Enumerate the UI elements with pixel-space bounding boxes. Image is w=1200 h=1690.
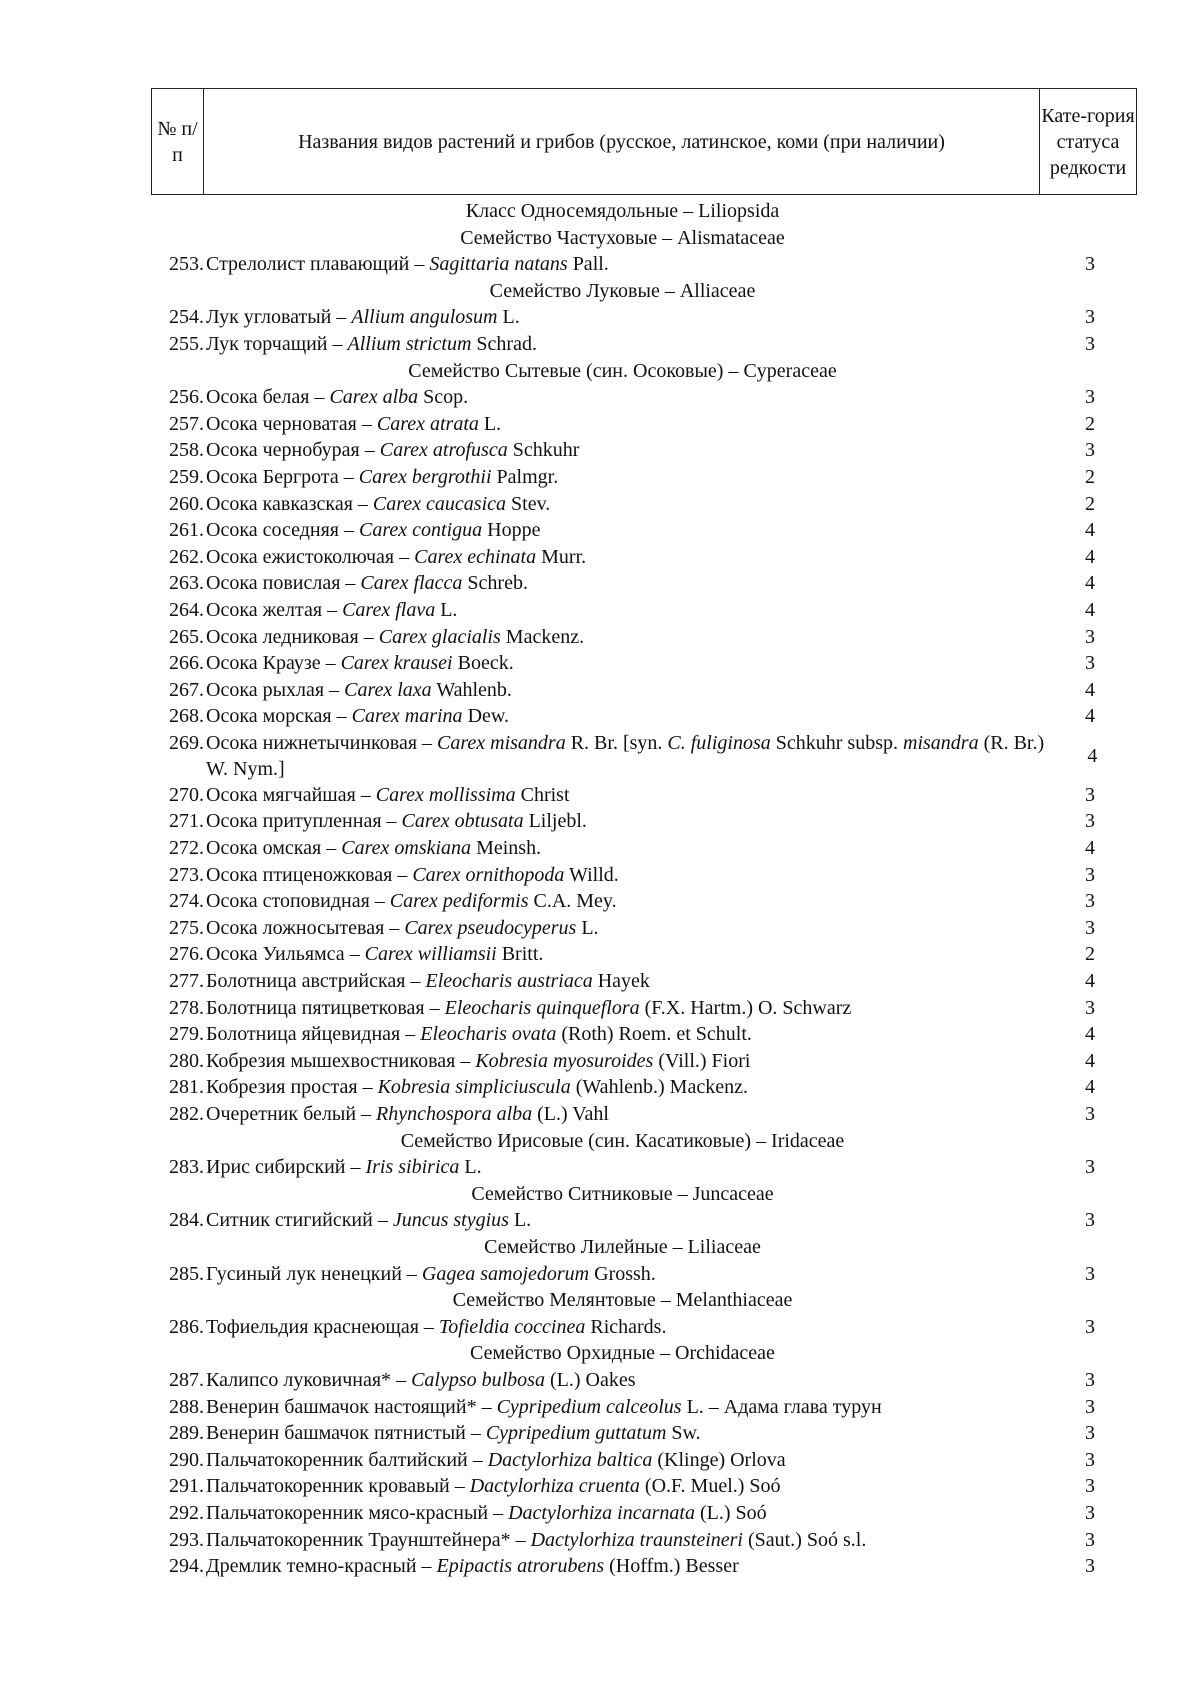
category-value: 3 bbox=[1085, 1262, 1095, 1285]
russian-name: Осока повислая – bbox=[206, 572, 361, 595]
russian-name: Осока ложносытевая – bbox=[206, 916, 405, 939]
category-value: 3 bbox=[1085, 1448, 1095, 1471]
table-row bbox=[156, 1314, 1136, 1341]
russian-name: Калипсо луковичная* – bbox=[206, 1368, 412, 1391]
row-number: 287. bbox=[169, 1368, 204, 1391]
table-row bbox=[156, 1500, 1136, 1527]
table-row bbox=[156, 1101, 1136, 1128]
table-row bbox=[156, 1367, 1136, 1394]
russian-name: Осока птиценожковая – bbox=[206, 863, 413, 886]
latin-name: Tofieldia coccinea bbox=[438, 1315, 586, 1338]
row-number: 255. bbox=[169, 332, 204, 355]
row-number: 281. bbox=[169, 1076, 204, 1099]
russian-name: Осока Краузе – bbox=[206, 652, 341, 675]
russian-name: Осока Уильямса – bbox=[206, 943, 365, 966]
category-value: 4 bbox=[1087, 744, 1098, 767]
russian-name: Дремлик темно-красный – bbox=[206, 1555, 437, 1578]
author: C.A. Mey. bbox=[528, 890, 617, 913]
table-row bbox=[156, 862, 1136, 889]
category-value: 3 bbox=[1085, 1501, 1095, 1524]
author: Richards. bbox=[585, 1315, 667, 1338]
author: Schrad. bbox=[471, 332, 537, 355]
russian-name: Венерин башмачок настоящий* – bbox=[206, 1395, 497, 1418]
table-row bbox=[156, 304, 1136, 331]
latin-name: Carex alba bbox=[329, 386, 419, 409]
latin-name: Dactylorhiza incarnata bbox=[508, 1501, 695, 1524]
category-value: 3 bbox=[1085, 1315, 1095, 1338]
row-number: 254. bbox=[169, 306, 204, 329]
row-number: 259. bbox=[169, 465, 204, 488]
header-number-column: № п/п bbox=[152, 89, 204, 194]
row-number: 270. bbox=[169, 783, 204, 806]
table-row bbox=[156, 1394, 1136, 1421]
row-number: 290. bbox=[169, 1448, 204, 1471]
author: L. bbox=[576, 916, 599, 939]
latin-name: Sagittaria natans bbox=[429, 253, 568, 276]
table-row bbox=[156, 650, 1136, 677]
latin-name: Epipactis atrorubens bbox=[436, 1555, 605, 1578]
row-number: 282. bbox=[169, 1103, 204, 1125]
table-row bbox=[156, 915, 1136, 942]
latin-name: Cypripedium calceolus bbox=[496, 1395, 682, 1418]
row-number: 278. bbox=[169, 996, 204, 1019]
row-number: 267. bbox=[169, 678, 204, 701]
species-list bbox=[156, 198, 1136, 1580]
category-value: 4 bbox=[1085, 678, 1095, 701]
latin-name: Carex pseudocyperus bbox=[404, 916, 577, 939]
class-heading: Класс Односемядольные – Liliopsida bbox=[465, 200, 780, 222]
latin-name: Dactylorhiza baltica bbox=[487, 1448, 653, 1471]
category-value: 2 bbox=[1085, 465, 1095, 488]
table-row bbox=[156, 411, 1136, 438]
category-value: 4 bbox=[1085, 1076, 1095, 1099]
table-row bbox=[156, 808, 1136, 835]
latin-name: Dactylorhiza cruenta bbox=[469, 1475, 640, 1498]
table-row bbox=[156, 941, 1136, 968]
table-row bbox=[156, 1473, 1136, 1500]
author: (F.X. Hartm.) O. Schwarz bbox=[639, 996, 852, 1019]
author: Grossh. bbox=[589, 1262, 656, 1285]
author: Murr. bbox=[536, 545, 587, 568]
table-row bbox=[156, 1048, 1136, 1075]
author: (Vill.) Fiori bbox=[653, 1049, 751, 1072]
russian-name: Пальчатокоренник кровавый – bbox=[206, 1475, 470, 1498]
latin-name: Allium angulosum bbox=[351, 306, 498, 329]
category-value: 3 bbox=[1085, 916, 1095, 939]
table-row bbox=[156, 1553, 1136, 1580]
latin-name: Juncus stygius bbox=[392, 1209, 509, 1232]
russian-name: Болотница яйцевидная – bbox=[206, 1023, 421, 1046]
table-row bbox=[156, 730, 1136, 782]
russian-name: Лук торчащий – bbox=[206, 332, 348, 355]
russian-name: Кобрезия мышехвостниковая – bbox=[206, 1049, 476, 1072]
latin-name: Kobresia myosuroides bbox=[475, 1049, 654, 1072]
latin-name: Carex bergrothii bbox=[358, 465, 492, 488]
russian-name: Осока белая – bbox=[206, 386, 330, 409]
row-number: 258. bbox=[169, 439, 204, 462]
russian-name: Осока морская – bbox=[206, 705, 352, 728]
table-row bbox=[156, 464, 1136, 491]
row-number: 272. bbox=[169, 837, 204, 860]
family-heading: Семейство Мелянтовые – Melanthiaceae bbox=[452, 1289, 793, 1312]
russian-name: Ирис сибирский – bbox=[206, 1156, 366, 1179]
latin-name: Iris sibirica bbox=[365, 1156, 460, 1179]
family-heading: Семейство Лилейные – Liliaceae bbox=[484, 1235, 761, 1258]
row-number: 279. bbox=[169, 1023, 204, 1046]
author: L. bbox=[435, 598, 458, 621]
row-number: 294. bbox=[169, 1555, 204, 1578]
author: (Klinge) Orlova bbox=[652, 1448, 786, 1471]
author: Pall. bbox=[567, 253, 609, 276]
row-number: 285. bbox=[169, 1262, 204, 1285]
row-number: 261. bbox=[169, 519, 204, 542]
russian-name: Очеретник белый – bbox=[206, 1103, 377, 1125]
author: (L.) Soó bbox=[694, 1501, 767, 1524]
row-number: 274. bbox=[169, 890, 204, 913]
russian-name: Осока ежистоколючая – bbox=[206, 545, 415, 568]
author: Mackenz. bbox=[500, 625, 585, 648]
family-heading: Семейство Сытевые (син. Осоковые) – Cyperaceae bbox=[408, 359, 837, 382]
table-row bbox=[156, 1447, 1136, 1474]
russian-name: Ситник стигийский – bbox=[206, 1209, 393, 1232]
russian-name: Пальчатокоренник мясо-красный – bbox=[206, 1501, 509, 1524]
category-value: 4 bbox=[1085, 837, 1095, 860]
latin-name: Carex flava bbox=[342, 598, 436, 621]
category-value: 4 bbox=[1085, 572, 1095, 595]
table-row bbox=[156, 437, 1136, 464]
synonym-latin-name: C. fuliginosa bbox=[667, 731, 771, 754]
row-number: 256. bbox=[169, 386, 204, 409]
author: L. bbox=[478, 412, 502, 435]
category-value: 3 bbox=[1085, 1555, 1095, 1578]
table-row bbox=[156, 1527, 1136, 1554]
russian-name: Стрелолист плавающий – bbox=[206, 253, 430, 276]
latin-name: Eleocharis austriaca bbox=[425, 970, 593, 993]
author: Boeck. bbox=[452, 652, 514, 675]
table-row bbox=[156, 1074, 1136, 1101]
author: Liljebl. bbox=[523, 810, 587, 833]
latin-name: Carex omskiana bbox=[341, 837, 472, 860]
latin-name: Kobresia simpliciuscula bbox=[377, 1076, 571, 1099]
russian-name: Венерин башмачок пятнистый – bbox=[206, 1422, 486, 1445]
table-row bbox=[156, 1207, 1136, 1234]
russian-name: Осока стоповидная – bbox=[206, 890, 390, 913]
row-number: 293. bbox=[169, 1528, 204, 1551]
latin-name: Eleocharis ovata bbox=[420, 1023, 557, 1046]
category-value: 3 bbox=[1085, 1368, 1095, 1391]
latin-name: Carex mollissima bbox=[375, 783, 516, 806]
row-number: 273. bbox=[169, 863, 204, 886]
category-value: 3 bbox=[1085, 996, 1095, 1019]
table-row bbox=[156, 570, 1136, 597]
family-heading: Семейство Луковые – Alliaceae bbox=[489, 279, 756, 302]
russian-name: Осока омская – bbox=[206, 837, 342, 860]
author: Meinsh. bbox=[471, 837, 542, 860]
author: Britt. bbox=[496, 943, 544, 966]
row-number: 277. bbox=[169, 970, 204, 993]
family-heading: Семейство Ирисовые (син. Касатиковые) – Iridaceae bbox=[400, 1129, 845, 1152]
latin-name: Rhynchospora alba bbox=[376, 1103, 533, 1125]
category-value: 3 bbox=[1085, 625, 1095, 648]
russian-name: Болотница австрийская – bbox=[206, 970, 426, 993]
table-row bbox=[156, 1154, 1136, 1181]
category-value: 4 bbox=[1085, 1023, 1095, 1046]
table-row bbox=[156, 1420, 1136, 1447]
row-number: 271. bbox=[169, 810, 204, 833]
category-value: 4 bbox=[1085, 545, 1095, 568]
table-row bbox=[156, 544, 1136, 571]
russian-name: Осока черноватая – bbox=[206, 412, 377, 435]
row-number: 284. bbox=[169, 1209, 204, 1232]
row-number: 262. bbox=[169, 545, 204, 568]
latin-name: Carex glacialis bbox=[378, 625, 501, 648]
latin-name: Carex pediformis bbox=[389, 890, 529, 913]
author: L. bbox=[508, 1209, 532, 1232]
author: Sw. bbox=[666, 1422, 701, 1445]
family-heading: Семейство Частуховые – Alismataceae bbox=[460, 226, 785, 249]
category-value: 3 bbox=[1085, 1528, 1095, 1551]
category-value: 4 bbox=[1085, 1049, 1095, 1072]
author: (O.F. Muel.) Soó bbox=[639, 1475, 781, 1498]
russian-name: Пальчатокоренник балтийский – bbox=[206, 1448, 488, 1471]
russian-name: Тофиельдия краснеющая – bbox=[206, 1315, 439, 1338]
category-value: 2 bbox=[1085, 412, 1095, 435]
category-value: 3 bbox=[1085, 332, 1095, 355]
author: (L.) Vahl bbox=[532, 1103, 609, 1125]
author: Dew. bbox=[462, 705, 510, 728]
category-value: 3 bbox=[1085, 1422, 1095, 1445]
row-number: 266. bbox=[169, 652, 204, 675]
table-row bbox=[156, 835, 1136, 862]
row-number: 275. bbox=[169, 916, 204, 939]
latin-name: Carex caucasica bbox=[372, 492, 507, 515]
row-number: 288. bbox=[169, 1395, 204, 1418]
synonym-author: Schkuhr subsp. bbox=[770, 731, 903, 754]
category-value: 3 bbox=[1085, 1395, 1095, 1418]
row-number: 291. bbox=[169, 1475, 204, 1498]
table-row bbox=[156, 677, 1136, 704]
author: Hayek bbox=[592, 970, 650, 993]
latin-name: Carex flacca bbox=[360, 572, 463, 595]
author: (L.) Oakes bbox=[544, 1368, 636, 1391]
russian-name: Осока чернобурая – bbox=[206, 439, 380, 462]
header-category-column: Кате-гория статуса редкости bbox=[1041, 104, 1135, 179]
russian-name: Пальчатокоренник Траунштейнера* – bbox=[206, 1528, 531, 1551]
russian-name: Осока притупленная – bbox=[206, 810, 402, 833]
author: L. bbox=[459, 1156, 482, 1179]
author: (Hoffm.) Besser bbox=[604, 1555, 739, 1578]
table-row bbox=[156, 1021, 1136, 1048]
author: L. – Адама глава турун bbox=[681, 1395, 882, 1418]
author: Palmgr. bbox=[491, 465, 559, 488]
russian-name: Гусиный лук ненецкий – bbox=[206, 1262, 422, 1285]
author: L. bbox=[497, 306, 520, 329]
author: Hoppe bbox=[482, 519, 541, 542]
row-number: 263. bbox=[169, 572, 204, 595]
russian-name: Осока нижнетычинковая – bbox=[206, 731, 438, 754]
category-value: 4 bbox=[1085, 519, 1095, 542]
category-value: 3 bbox=[1085, 863, 1095, 886]
author: Schkuhr bbox=[507, 439, 580, 462]
table-row bbox=[156, 888, 1136, 915]
latin-name: Calypso bulbosa bbox=[411, 1368, 545, 1391]
row-number: 289. bbox=[169, 1422, 204, 1445]
russian-name: Болотница пятицветковая – bbox=[206, 996, 445, 1019]
table-header bbox=[151, 88, 1137, 195]
row-number: 257. bbox=[169, 412, 204, 435]
latin-name: Cypripedium guttatum bbox=[485, 1422, 667, 1445]
row-number: 260. bbox=[169, 492, 204, 515]
author: Scop. bbox=[418, 386, 469, 409]
table-row bbox=[156, 995, 1136, 1022]
category-value: 4 bbox=[1085, 598, 1095, 621]
latin-name: Carex obtusata bbox=[401, 810, 524, 833]
row-number: 265. bbox=[169, 625, 204, 648]
row-number: 269. bbox=[169, 731, 204, 754]
category-value: 3 bbox=[1085, 783, 1095, 806]
russian-name: Осока Бергрота – bbox=[206, 465, 359, 488]
russian-name: Осока ледниковая – bbox=[206, 625, 379, 648]
header-names-column: Названия видов растений и грибов (русское, латинское, коми (при наличии) bbox=[204, 89, 1040, 194]
family-heading: Семейство Ситниковые – Juncaceae bbox=[471, 1182, 774, 1205]
table-row bbox=[156, 384, 1136, 411]
latin-name: Dactylorhiza traunsteineri bbox=[530, 1528, 743, 1551]
category-value: 3 bbox=[1085, 1103, 1095, 1125]
latin-name: Carex contigua bbox=[359, 519, 483, 542]
category-value: 3 bbox=[1085, 810, 1095, 833]
author: (Wahlenb.) Mackenz. bbox=[570, 1076, 748, 1099]
latin-name: Carex ornithopoda bbox=[412, 863, 565, 886]
row-number: 276. bbox=[169, 943, 204, 966]
family-heading: Семейство Орхидные – Orchidaceae bbox=[470, 1342, 775, 1365]
latin-name: Carex misandra bbox=[437, 731, 566, 754]
author: (Roth) Roem. et Schult. bbox=[556, 1023, 752, 1046]
table-row bbox=[156, 968, 1136, 995]
table-row bbox=[156, 491, 1136, 518]
author: Willd. bbox=[564, 863, 619, 886]
author: (Saut.) Soó s.l. bbox=[742, 1528, 867, 1551]
category-value: 3 bbox=[1085, 439, 1095, 462]
subspecies-author: (R. Br.) W. Nym.] bbox=[206, 731, 1045, 780]
row-number: 264. bbox=[169, 598, 204, 621]
category-value: 4 bbox=[1085, 705, 1095, 728]
russian-name: Осока рыхлая – bbox=[206, 678, 345, 701]
table-row bbox=[156, 517, 1136, 544]
author: Schreb. bbox=[462, 572, 528, 595]
latin-name: Carex atrata bbox=[376, 412, 479, 435]
author: Stev. bbox=[506, 492, 551, 515]
author: R. Br. [syn. bbox=[565, 731, 668, 754]
row-number: 253. bbox=[169, 253, 204, 276]
latin-name: Eleocharis quinqueflora bbox=[444, 996, 640, 1019]
author: Christ bbox=[515, 783, 570, 806]
russian-name: Лук угловатый – bbox=[206, 306, 352, 329]
latin-name: Carex marina bbox=[351, 705, 463, 728]
russian-name: Кобрезия простая – bbox=[206, 1076, 378, 1099]
latin-name: Carex atrofusca bbox=[379, 439, 508, 462]
category-value: 2 bbox=[1085, 943, 1095, 966]
latin-name: Carex echinata bbox=[414, 545, 537, 568]
table-row bbox=[156, 624, 1136, 651]
category-value: 2 bbox=[1085, 492, 1095, 515]
category-value: 3 bbox=[1085, 253, 1095, 276]
category-value: 3 bbox=[1085, 1209, 1095, 1232]
table-row bbox=[156, 251, 1136, 278]
row-number: 268. bbox=[169, 705, 204, 728]
latin-name: Carex krausei bbox=[340, 652, 453, 675]
row-number: 292. bbox=[169, 1501, 204, 1524]
table-row bbox=[156, 331, 1136, 358]
russian-name: Осока кавказская – bbox=[206, 492, 373, 515]
row-number: 283. bbox=[169, 1156, 204, 1179]
table-row bbox=[156, 703, 1136, 730]
subspecies-name: misandra bbox=[903, 731, 979, 754]
row-number: 280. bbox=[169, 1049, 204, 1072]
author: Wahlenb. bbox=[431, 678, 512, 701]
category-value: 3 bbox=[1085, 1475, 1095, 1498]
latin-name: Carex laxa bbox=[344, 678, 432, 701]
table-row bbox=[156, 597, 1136, 624]
category-value: 3 bbox=[1085, 1156, 1095, 1179]
latin-name: Gagea samojedorum bbox=[421, 1262, 590, 1285]
category-value: 4 bbox=[1085, 970, 1095, 993]
row-number: 286. bbox=[169, 1315, 204, 1338]
latin-name: Carex williamsii bbox=[364, 943, 497, 966]
category-value: 3 bbox=[1085, 652, 1095, 675]
russian-name: Осока соседняя – bbox=[206, 519, 359, 542]
russian-name: Осока мягчайшая – bbox=[206, 783, 376, 806]
latin-name: Allium strictum bbox=[347, 332, 472, 355]
category-value: 3 bbox=[1085, 306, 1095, 329]
table-row bbox=[156, 782, 1136, 809]
category-value: 3 bbox=[1085, 890, 1095, 913]
category-value: 3 bbox=[1085, 386, 1095, 409]
table-row bbox=[156, 1261, 1136, 1288]
russian-name: Осока желтая – bbox=[206, 598, 343, 621]
